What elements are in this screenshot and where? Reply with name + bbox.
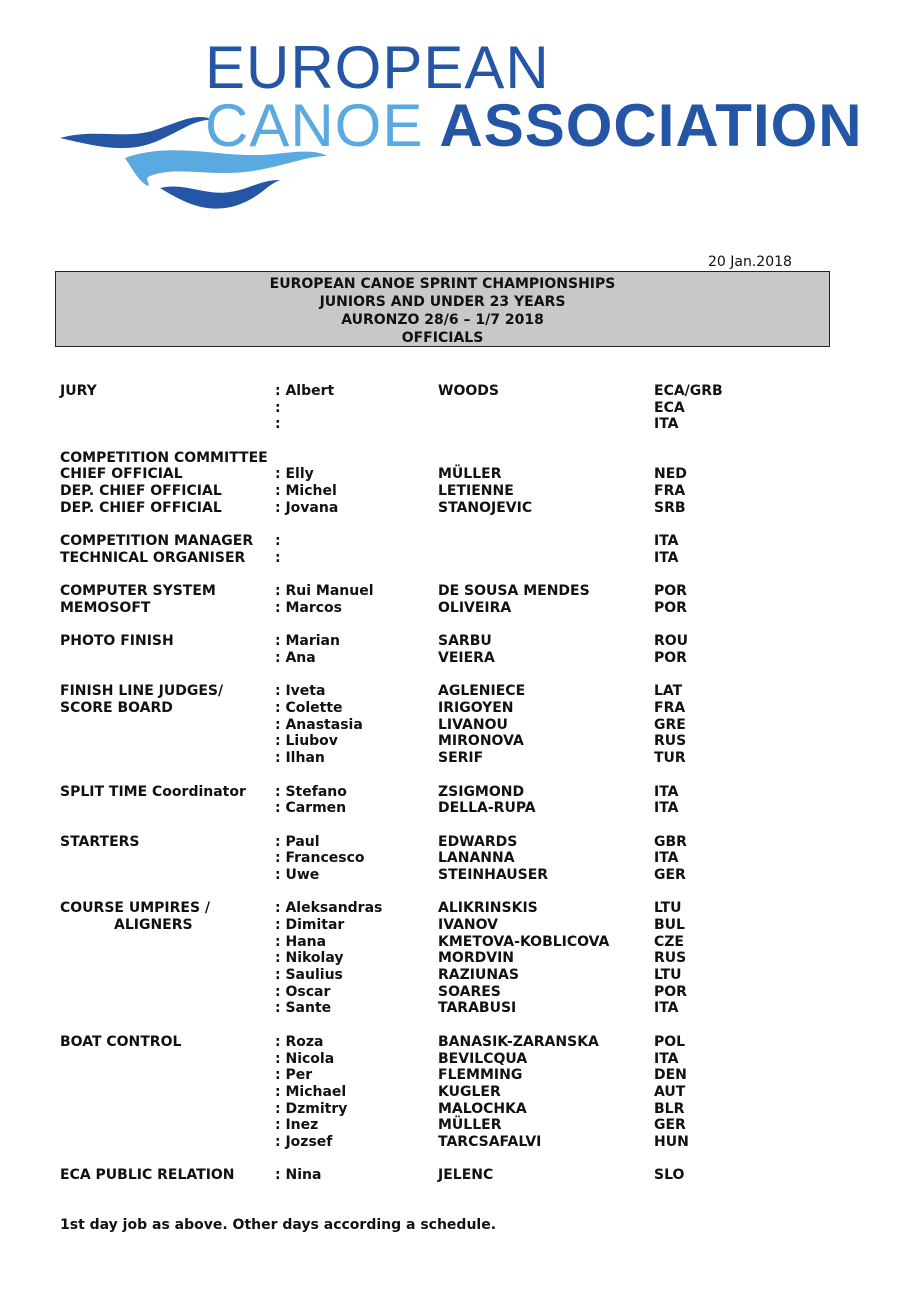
nation-cell: CZE [654,933,684,950]
nation-cell: GER [654,1117,686,1134]
last-name-cell: BEVILCQUA [438,1050,528,1067]
first-name-cell: : Anastasia [275,716,363,733]
official-row [60,1051,860,1068]
nation-cell: ECA/GRB [654,383,723,399]
first-name-cell: : [275,399,281,416]
official-row [60,600,860,617]
nation-cell: ITA [654,1050,679,1067]
first-name-cell: : Colette [275,700,343,717]
spacer [60,884,860,901]
role-cell: TECHNICAL ORGANISER [60,549,246,566]
nation-cell: HUN [654,1133,689,1150]
nation-cell: POR [654,983,687,1000]
first-name-cell: : Per [275,1067,313,1084]
role-cell: STARTERS [60,833,140,850]
nation-cell: ECA [654,399,685,416]
last-name-cell: MORDVIN [438,950,514,967]
first-name-cell: : Nicola [275,1050,335,1067]
nation-cell: GBR [654,833,687,850]
last-name-cell: IRIGOYEN [438,700,514,717]
official-row [60,466,860,483]
first-name-cell: : Elly [275,466,314,483]
first-name-cell: : Inez [275,1117,319,1134]
last-name-cell: LETIENNE [438,483,514,500]
first-name-cell: : Nikolay [275,950,344,967]
official-row [60,800,860,817]
nation-cell: LTU [654,900,682,917]
last-name-cell: LIVANOU [438,716,508,733]
role-cell: JURY [60,383,97,399]
official-row [60,1067,860,1084]
official-row [60,834,860,851]
spacer [60,767,860,784]
logo-word-canoe: CANOE [205,92,424,159]
first-name-cell: : Ana [275,650,316,666]
last-name-cell: BANASIK-ZARANSKA [438,1033,599,1050]
official-row [60,733,860,750]
last-name-cell: KUGLER [438,1083,501,1100]
official-row [60,717,860,734]
role-cell: CHIEF OFFICIAL [60,466,183,483]
first-name-cell: : Rui Manuel [275,583,374,600]
first-name-cell: : Roza [275,1033,324,1050]
nation-cell: BLR [654,1100,685,1117]
official-row [60,750,860,767]
officials-roster [60,383,860,1184]
spacer [60,433,860,450]
spacer [60,1017,860,1034]
last-name-cell: LANANNA [438,850,515,867]
spacer [60,817,860,834]
first-name-cell: : Liubov [275,733,338,750]
role-cell: DEP. CHIEF OFFICIAL [60,483,222,500]
last-name-cell: DELLA-RUPA [438,800,536,817]
last-name-cell: AGLENIECE [438,683,526,700]
last-name-cell: TARCSAFALVI [438,1133,542,1150]
official-row [60,900,860,917]
first-name-cell: : Aleksandras [275,900,383,917]
first-name-cell: : Dimitar [275,917,345,933]
last-name-cell: VEIERA [438,650,495,666]
nation-cell: ITA [654,416,679,433]
nation-cell: SLO [654,1167,685,1184]
last-name-cell: IVANOV [438,917,499,933]
nation-cell: AUT [654,1083,686,1100]
title-line-1: EUROPEAN CANOE SPRINT CHAMPIONSHIPS [269,276,616,292]
official-row [60,784,860,801]
nation-cell: POR [654,583,687,600]
nation-cell: GER [654,866,686,883]
official-row [60,633,860,650]
last-name-cell: EDWARDS [438,833,518,850]
official-row [60,383,860,400]
nation-cell: BUL [654,917,685,933]
last-name-cell: TARABUSI [438,1000,517,1017]
first-name-cell: : Jozsef [275,1133,333,1150]
first-name-cell: : Sante [275,1000,332,1017]
role-cell: SPLIT TIME Coordinator [60,783,246,800]
last-name-cell: OLIVEIRA [438,599,512,616]
last-name-cell: DE SOUSA MENDES [438,583,590,600]
nation-cell: NED [654,466,687,483]
first-name-cell: : Iveta [275,683,326,700]
first-name-cell: : Carmen [275,800,347,817]
first-name-cell: : [275,549,281,566]
first-name-cell: : Saulius [275,967,343,984]
official-row [60,1134,860,1151]
first-name-cell: : Uwe [275,866,320,883]
nation-cell: RUS [654,733,687,750]
official-row [60,583,860,600]
official-row [60,683,860,700]
first-name-cell: : Michel [275,483,337,500]
footer-note: 1st day job as above. Other days according a schedule. [60,1217,497,1233]
nation-cell: LAT [654,683,683,700]
official-row [60,416,860,433]
first-name-cell: : Jovana [275,499,339,516]
nation-cell: ITA [654,1000,679,1017]
nation-cell: FRA [654,700,686,717]
last-name-cell: ALIKRINSKIS [438,900,538,917]
nation-cell: GRE [654,716,686,733]
official-row [60,1101,860,1118]
nation-cell: ITA [654,800,679,817]
role-cell: COMPETITION MANAGER [60,533,254,550]
role-cell: DEP. CHIEF OFFICIAL [60,499,222,516]
official-row [60,533,860,550]
last-name-cell: MALOCHKA [438,1100,527,1117]
last-name-cell: JELENC [438,1167,494,1184]
official-row [60,1167,860,1184]
last-name-cell: KMETOVA-KOBLICOVA [438,933,610,950]
role-cell: PHOTO FINISH [60,633,174,650]
first-name-cell: : Albert [275,383,335,399]
official-row [60,967,860,984]
last-name-cell: STEINHAUSER [438,866,549,883]
official-row [60,934,860,951]
last-name-cell: MÜLLER [438,466,502,483]
last-name-cell: FLEMMING [438,1067,523,1084]
last-name-cell: RAZIUNAS [438,967,519,984]
spacer [60,667,860,684]
nation-cell: RUS [654,950,687,967]
nation-cell: SRB [654,499,686,516]
official-row [60,867,860,884]
last-name-cell: SERIF [438,750,484,767]
last-name-cell: SOARES [438,983,501,1000]
role-cell: MEMOSOFT [60,599,151,616]
nation-cell: DEN [654,1067,687,1084]
spacer [60,617,860,634]
first-name-cell: : Paul [275,833,320,850]
first-name-cell: : Ilhan [275,750,325,767]
nation-cell: POR [654,599,687,616]
first-name-cell: : Marian [275,633,340,650]
official-row [60,500,860,517]
nation-cell: ITA [654,783,679,800]
title-line-2: JUNIORS AND UNDER 23 YEARS [319,294,566,310]
nation-cell: ITA [654,533,679,550]
last-name-cell: WOODS [438,383,499,399]
logo-line-european: EUROPEAN [205,34,550,101]
official-row [60,550,860,567]
title-line-4: OFFICIALS [401,330,484,346]
nation-cell: POR [654,650,687,666]
nation-cell: FRA [654,483,686,500]
nation-cell: POL [654,1033,686,1050]
first-name-cell: : Marcos [275,599,343,616]
role-cell: FINISH LINE JUDGES/ [60,683,224,700]
logo-word-association: ASSOCIATION [439,92,863,159]
title-line-3: AURONZO 28/6 – 1/7 2018 [341,312,544,328]
role-cell: COURSE UMPIRES / [60,900,211,917]
logo-line-canoe-association [205,92,863,159]
last-name-cell: SARBU [438,633,492,650]
last-name-cell: MIRONOVA [438,733,524,750]
role-cell: SCORE BOARD [60,700,173,717]
eca-logo [0,0,900,230]
official-row [60,1084,860,1101]
nation-cell: LTU [654,967,682,984]
role-cell: BOAT CONTROL [60,1033,182,1050]
first-name-cell: : Nina [275,1167,322,1184]
official-row [60,950,860,967]
last-name-cell: STANOJEVIC [438,499,533,516]
first-name-cell: : Francesco [275,850,365,867]
official-row [60,650,860,667]
spacer [60,1151,860,1168]
document-date: 20 Jan.2018 [708,254,792,270]
role-cell: ECA PUBLIC RELATION [60,1167,235,1184]
official-row [60,1034,860,1051]
nation-cell: ROU [654,633,689,650]
official-row [60,1117,860,1134]
nation-cell: ITA [654,850,679,867]
first-name-cell: : [275,533,281,550]
first-name-cell: : Michael [275,1083,347,1100]
spacer [60,567,860,584]
role-cell: ALIGNERS [114,917,193,933]
title-box [55,271,830,347]
official-row [60,1000,860,1017]
first-name-cell: : Hana [275,933,327,950]
nation-cell: ITA [654,549,679,566]
official-row [60,400,860,417]
official-row [60,984,860,1001]
spacer [60,517,860,534]
official-row [60,450,860,467]
nation-cell: TUR [654,750,686,767]
official-row [60,917,860,934]
first-name-cell: : Stefano [275,783,347,800]
last-name-cell: MÜLLER [438,1117,502,1134]
first-name-cell: : [275,416,281,433]
first-name-cell: : Dzmitry [275,1100,348,1117]
first-name-cell: : Oscar [275,983,331,1000]
official-row [60,850,860,867]
official-row [60,700,860,717]
role-cell: COMPETITION COMMITTEE [60,449,268,466]
last-name-cell: ZSIGMOND [438,783,525,800]
official-row [60,483,860,500]
role-cell: COMPUTER SYSTEM [60,583,216,600]
